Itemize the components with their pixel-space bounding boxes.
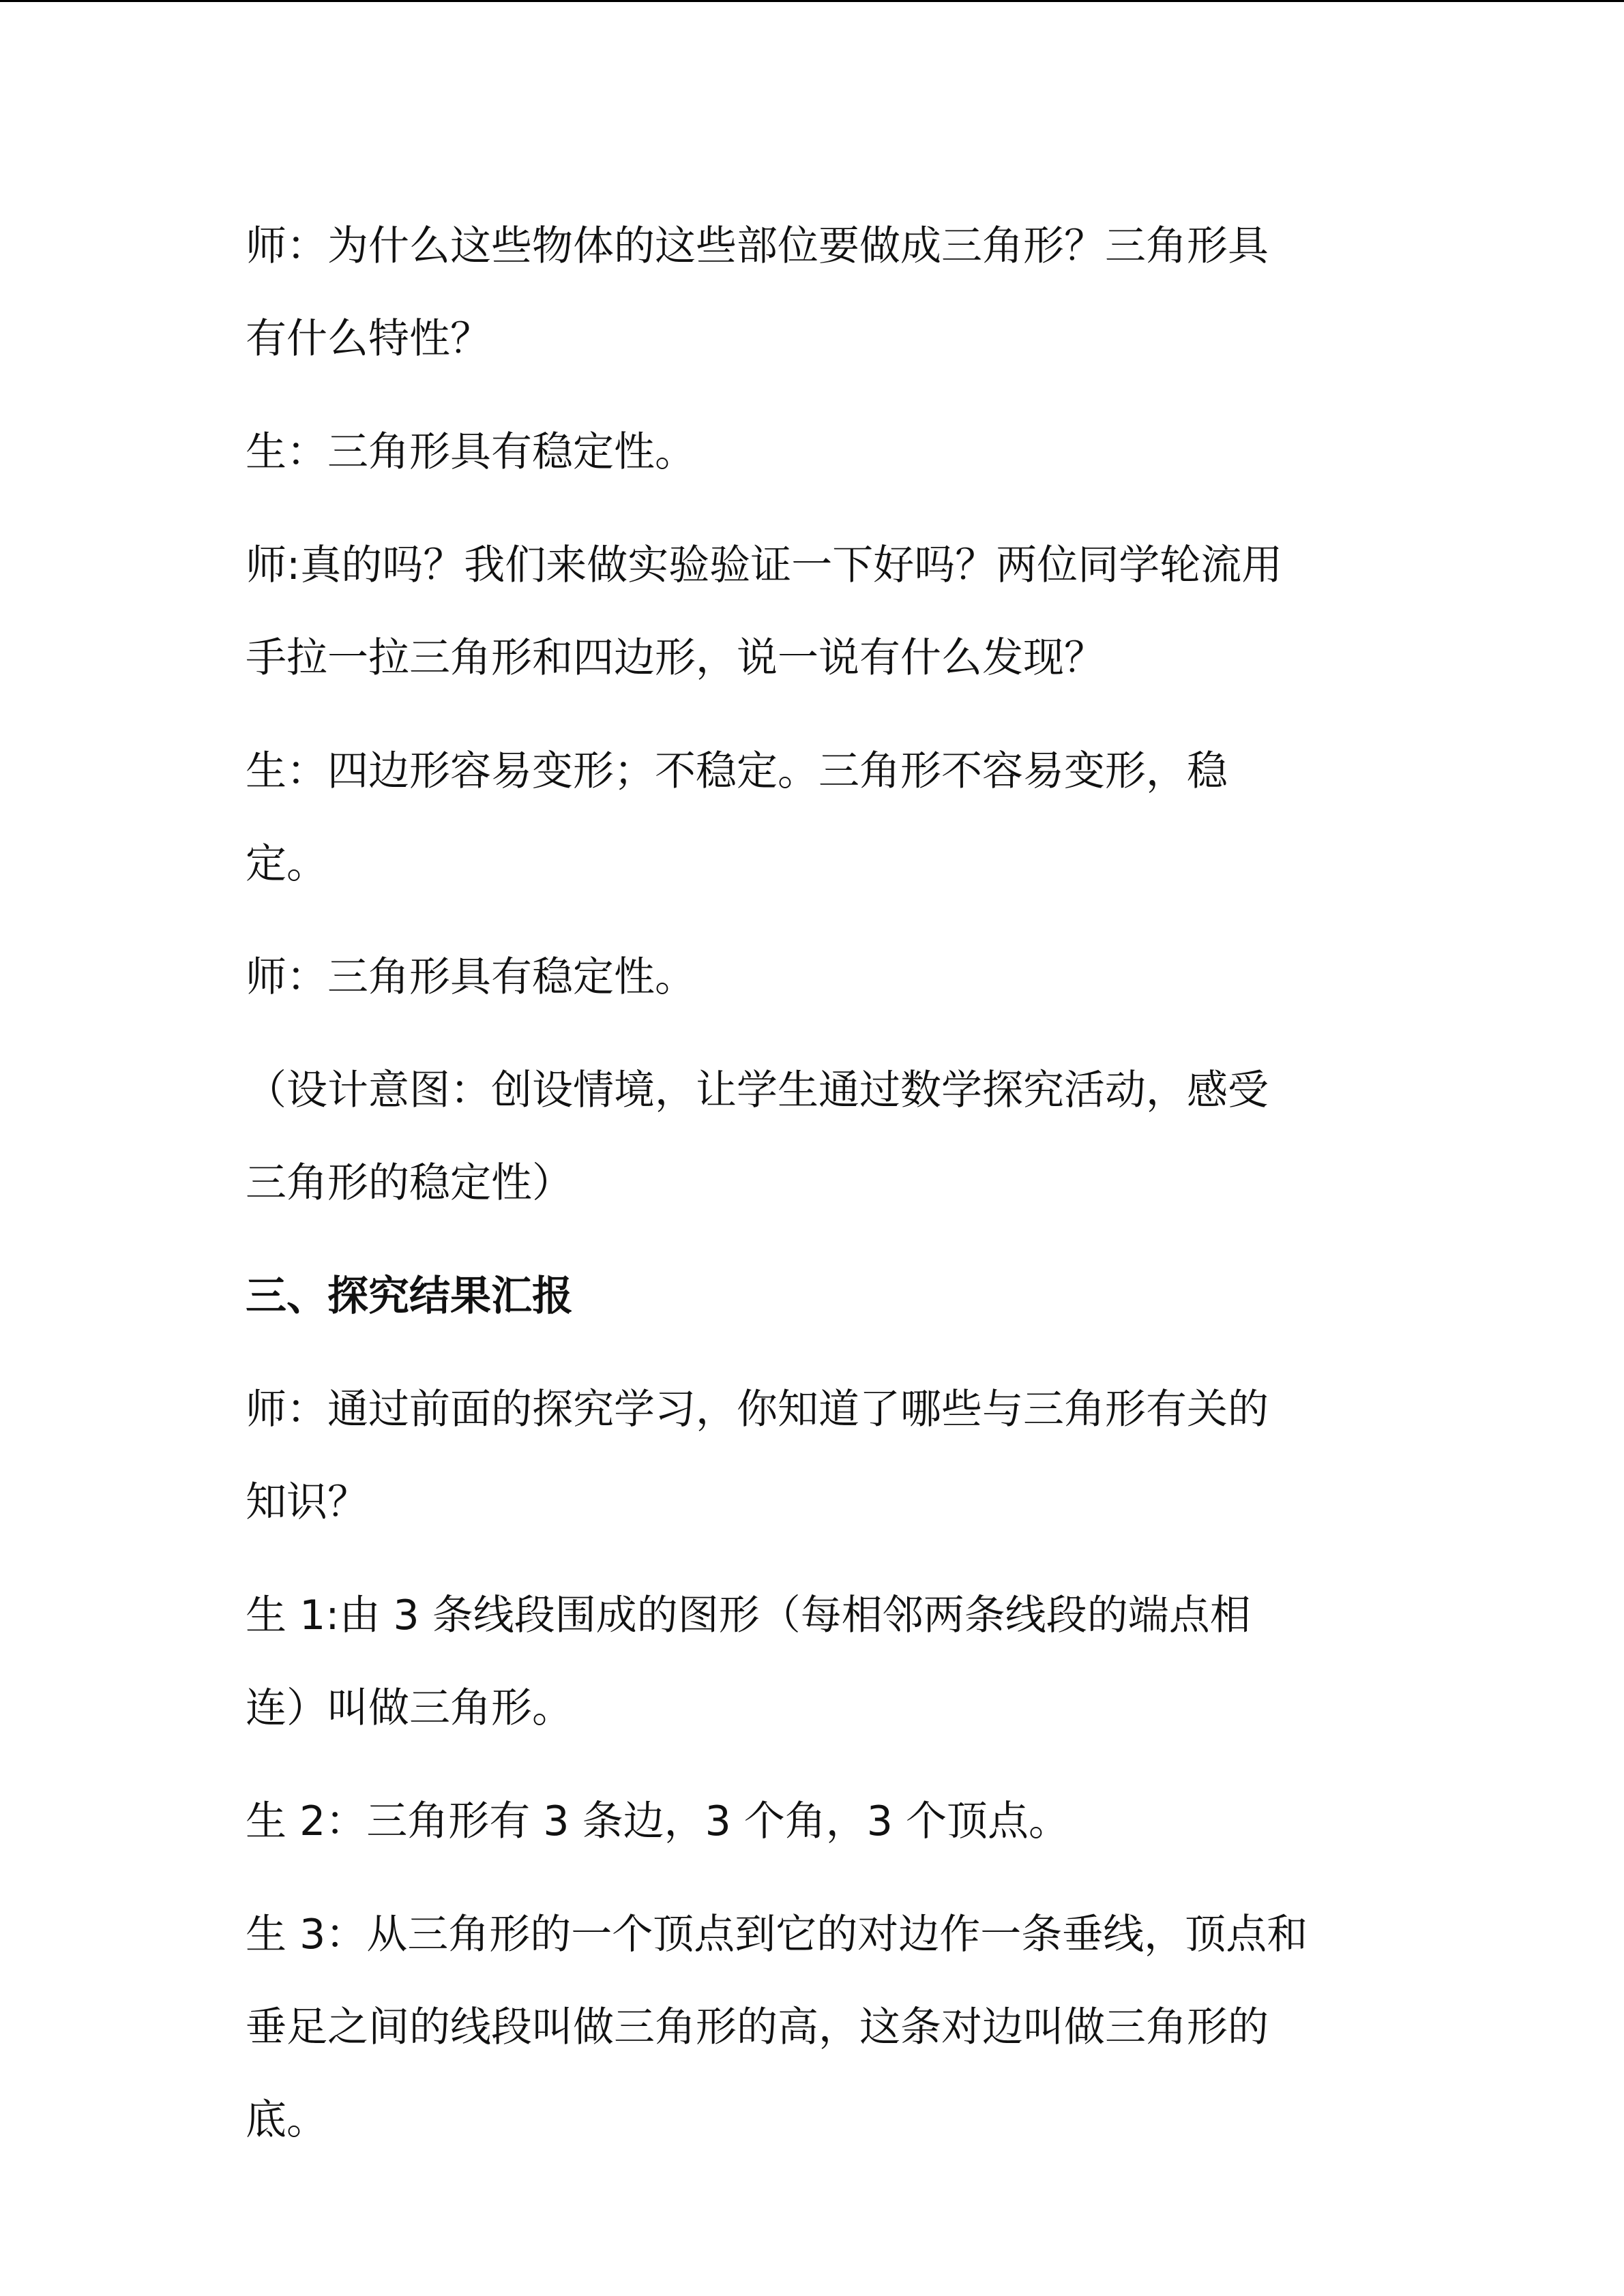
text-line: 生：三角形具有稳定性。	[246, 428, 696, 476]
text-line: 生 1:由 3 条线段围成的图形（每相邻两条线段的端点相	[246, 1592, 1251, 1639]
text-line: 师：三角形具有稳定性。	[246, 953, 696, 1001]
heading-text: 三、探究结果汇报	[246, 1272, 573, 1320]
text-line: 定。	[246, 840, 327, 888]
document-body	[246, 200, 1405, 2187]
text-line: 垂足之间的线段叫做三角形的高，这条对边叫做三角形的	[246, 2003, 1269, 2051]
text-line: 师：为什么这些物体的这些部位要做成三角形？三角形具	[246, 222, 1269, 270]
text-line: 三角形的稳定性）	[246, 1159, 573, 1207]
paragraph-student-1	[246, 1569, 1405, 1755]
paragraph-student-3	[246, 1888, 1405, 2166]
text-line: 底。	[246, 2096, 327, 2144]
text-line: 师：通过前面的探究学习，你知道了哪些与三角形有关的	[246, 1386, 1269, 1433]
paragraph-teacher-review	[246, 1363, 1405, 1549]
text-line: 生：四边形容易变形；不稳定。三角形不容易变形，稳	[246, 747, 1228, 795]
paragraph-student-2	[246, 1775, 1405, 1868]
paragraph-teacher-conclusion	[246, 931, 1405, 1024]
paragraph-teacher-question	[246, 200, 1405, 385]
text-line: 知识？	[246, 1478, 368, 1526]
text-line: 师:真的吗？我们来做实验验证一下好吗？两位同学轮流用	[246, 541, 1283, 589]
section-heading	[246, 1250, 1405, 1343]
text-line: 手拉一拉三角形和四边形，说一说有什么发现？	[246, 634, 1105, 682]
text-line: 有什么特性？	[246, 315, 491, 363]
text-line: 生 2：三角形有 3 条边，3 个角，3 个顶点。	[246, 1798, 1070, 1845]
paragraph-design-intent	[246, 1044, 1405, 1229]
paragraph-student-answer	[246, 406, 1405, 498]
paragraph-teacher-experiment	[246, 519, 1405, 704]
text-line: 生 3：从三角形的一个顶点到它的对边作一条垂线，顶点和	[246, 1911, 1308, 1958]
text-line: 连）叫做三角形。	[246, 1684, 573, 1732]
text-line: （设计意图：创设情境，让学生通过数学探究活动，感受	[246, 1067, 1269, 1114]
paragraph-student-finding	[246, 725, 1405, 910]
